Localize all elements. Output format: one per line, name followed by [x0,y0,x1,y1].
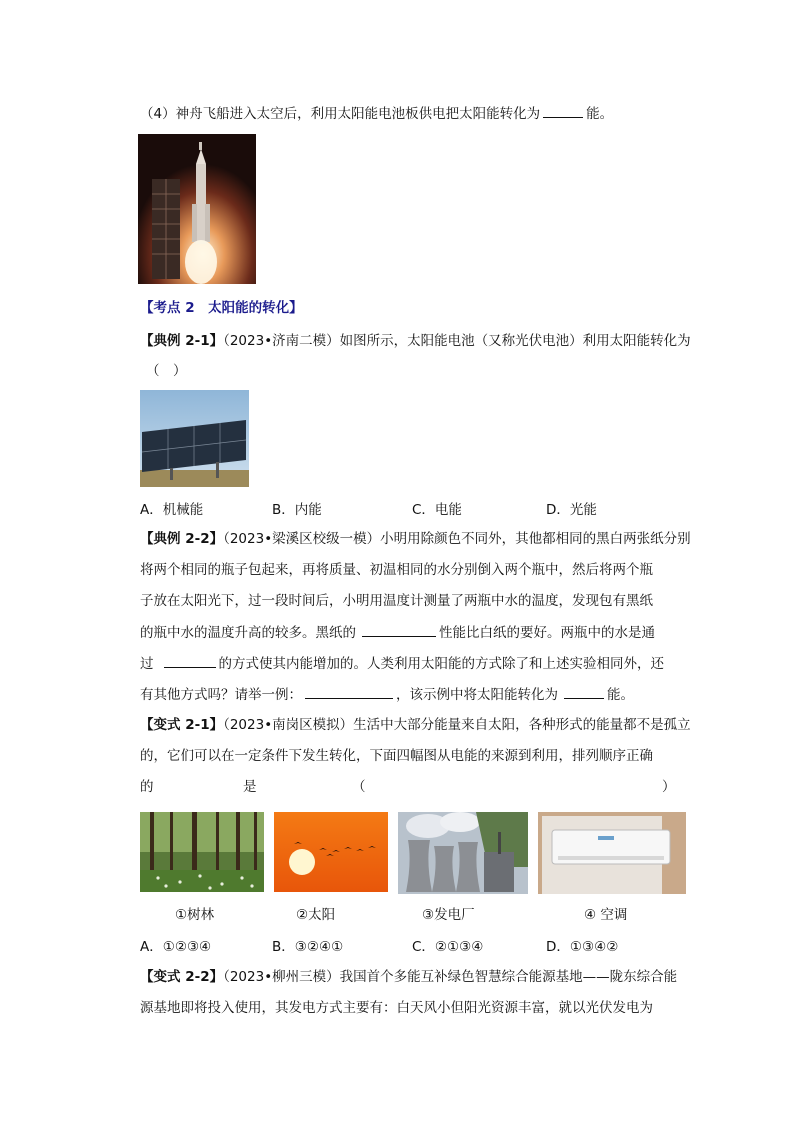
example-2-2-line6: 有其他方式吗？请举一例： ，该示例中将太阳能转化为 能。 [140,684,634,705]
answer-blank[interactable] [362,622,436,637]
solar-panel-image [140,390,249,487]
variation-2-1-line3-b: 是 [243,779,257,795]
example-2-2-line1: 【典例 2-2】（2023•梁溪区校级一模）小明用除颜色不同外，其他都相同的黑白两张纸分别 [140,531,691,547]
caption-forest: ①树林 [175,907,215,923]
example-2-2-line3: 子放在太阳光下，过一段时间后，小明用温度计测量了两瓶中水的温度，发现包有黑纸 [140,593,653,609]
section-title: 【考点 2 太阳能的转化】 [140,300,303,316]
answer-blank[interactable] [564,684,604,699]
answer-blank[interactable] [305,684,393,699]
answer-blank[interactable] [164,653,216,668]
caption-power-plant: ③发电厂 [422,907,475,923]
answer-blank[interactable] [543,103,583,118]
caption-air-conditioner: ④ 空调 [584,907,628,923]
option-a[interactable]: A．①②③④ [140,939,212,955]
option-b[interactable]: B．③②④① [272,939,344,955]
sunset-image [274,812,388,892]
variation-2-1-line1: 【变式 2-1】（2023•南岗区模拟）生活中大部分能量来自太阳，各种形式的能量都不是孤立 [140,717,691,733]
option-c[interactable]: C．电能 [412,502,462,518]
variation-2-1-paren-open: （ [352,779,366,795]
option-a[interactable]: A．机械能 [140,502,204,518]
example-2-2-line5: 过 的方式使其内能增加的。人类利用太阳能的方式除了和上述实验相同外，还 [140,653,664,674]
example-2-1-paren: （ ） [146,363,187,379]
example-2-2-line2: 将两个相同的瓶子包起来，再将质量、初温相同的水分别倒入两个瓶中，然后将两个瓶 [140,562,653,578]
variation-2-2-line1: 【变式 2-2】（2023•柳州三模）我国首个多能互补绿色智慧综合能源基地——陇东综合能 [140,969,678,985]
caption-sun: ②太阳 [296,907,336,923]
example-2-1-line1: 【典例 2-1】（2023•济南二模）如图所示，太阳能电池（又称光伏电池）利用太阳能转化为 [140,333,691,349]
example-2-2-line4: 的瓶中水的温度升高的较多。黑纸的 性能比白纸的要好。两瓶中的水是通 [140,622,655,643]
option-c[interactable]: C．②①③④ [412,939,484,955]
rocket-launch-image [138,134,256,284]
option-d[interactable]: D．①③④② [546,939,619,955]
option-d[interactable]: D．光能 [546,502,597,518]
air-conditioner-image [538,812,686,894]
q4-line: （4）神舟飞船进入太空后，利用太阳能电池板供电把太阳能转化为 能。 [140,103,613,124]
power-plant-image [398,812,528,894]
variation-2-1-line3-a: 的 [140,779,154,795]
option-b[interactable]: B．内能 [272,502,322,518]
forest-image [140,812,264,892]
variation-2-1-paren-close: ） [662,779,676,795]
variation-2-2-line2: 源基地即将投入使用，其发电方式主要有：白天风小但阳光资源丰富，就以光伏发电为 [140,1000,653,1016]
variation-2-1-line2: 的，它们可以在一定条件下发生转化，下面四幅图从电能的来源到利用，排列顺序正确 [140,748,653,764]
